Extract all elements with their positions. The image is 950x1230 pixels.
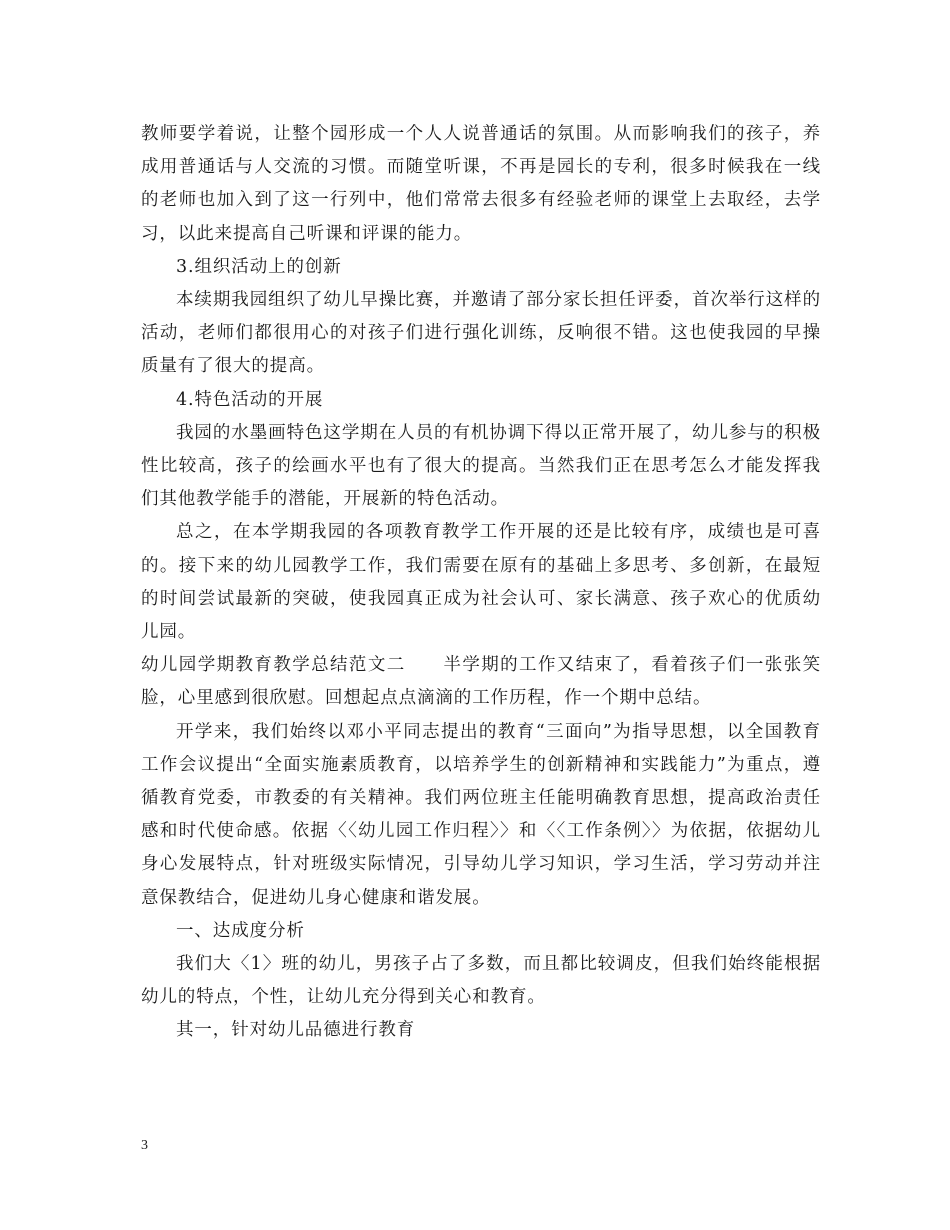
paragraph: 我们大〈1〉班的幼儿，男孩子占了多数，而且都比较调皮，但我们始终能根据幼儿的特点，个性，让幼儿充分得到关心和教育。 — [141, 954, 821, 1008]
paragraph: 我园的水墨画特色这学期在人员的有机协调下得以正常开展了，幼儿参与的积极性比较高，孩子的绘画水平也有了很大的提高。当然我们正在思考怎么才能发挥我们其他教学能手的潜能，开展新的特色活动。 — [141, 422, 821, 510]
article-title-paragraph: 幼儿园学期教育教学总结范文二 半学期的工作又结束了，看着孩子们一张张笑脸，心里感到很欣慰。回想起点点滴滴的工作历程，作一个期中总结。 — [141, 655, 821, 709]
page-number: 3 — [141, 1138, 148, 1153]
document-body — [141, 118, 821, 1048]
section-heading-3: 3.组织活动上的创新 — [176, 256, 342, 277]
paragraph: 本续期我园组织了幼儿早操比赛，并邀请了部分家长担任评委，首次举行这样的活动，老师们都很用心的对孩子们进行强化训练，反响很不错。这也使我园的早操质量有了很大的提高。 — [141, 290, 821, 377]
section-heading-1: 一、达成度分析 — [176, 920, 305, 941]
subsection-heading: 其一，针对幼儿品德进行教育 — [176, 1020, 416, 1041]
section-heading-4: 4.特色活动的开展 — [176, 389, 324, 410]
paragraph-summary: 总之，在本学期我园的各项教育教学工作开展的还是比较有序，成绩也是可喜的。接下来的幼儿园教学工作，我们需要在原有的基础上多思考、多创新，在最短的时间尝试最新的突破，使我园真正成为社会认可、家长满意、孩子欢心的优质幼儿园。 — [141, 522, 821, 643]
paragraph: 开学来，我们始终以邓小平同志提出的教育“三面向”为指导思想，以全国教育工作会议提出“全面实施素质教育，以培养学生的创新精神和实践能力”为重点，遵循教育党委，市教委的有关精神。我们两位班主任能明确教育思想，提高政治责任感和时代使命感。依据〈〈幼儿园工作归程〉〉和〈〈工作条例〉〉为依据，依据幼儿身心发展特点，针对班级实际情况，引导幼儿学习知识，学习生活，学习劳动并注意保教结合，促进幼儿身心健康和谐发展。 — [141, 721, 821, 908]
paragraph-continuation: 教师要学着说，让整个园形成一个人人说普通话的氛围。从而影响我们的孩子，养成用普通话与人交流的习惯。而随堂听课，不再是园长的专利，很多时候我在一线的老师也加入到了这一行列中，他们常常去很多有经验老师的课堂上去取经，去学习，以此来提高自己听课和评课的能力。 — [141, 124, 821, 244]
